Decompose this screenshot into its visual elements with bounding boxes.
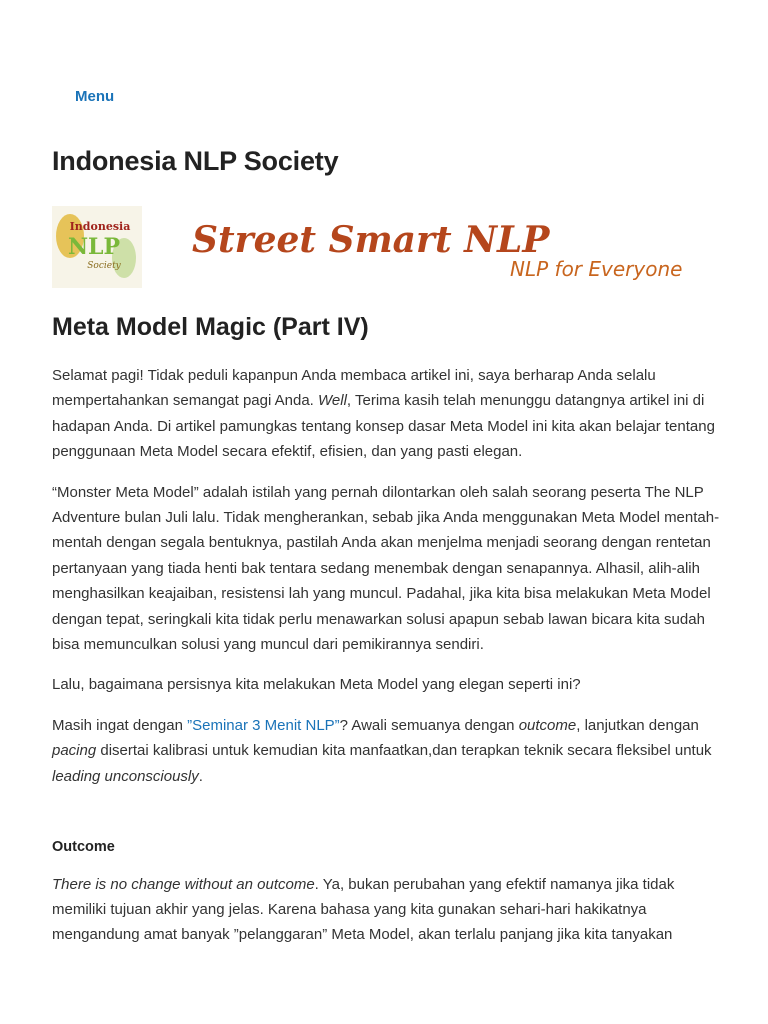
header-banner[interactable] [52,206,716,290]
svg-text:Society: Society [87,261,121,271]
banner-graphic [192,212,716,288]
site-logo [52,206,142,288]
svg-text:NLP: NLP [67,234,121,260]
paragraph-question: Lalu, bagaimana persisnya kita melakukan Meta Model yang elegan seperti ini? [52,676,581,694]
post-title: Meta Model Magic (Part IV) [52,313,369,341]
article-content [52,363,720,963]
paragraph-intro: Selamat pagi! Tidak peduli kapanpun Anda membaca artikel ini, saya berharap Anda selalu mempertahankan semangat pagi Anda. Well, Terima kasih telah menunggu datangnya artikel ini di hadapan Anda. Di artikel pamungkas tentang konsep dasar Meta Model ini kita akan belajar tentang penggunaan Meta Model secara efektif, efisien, dan yang pasti elegan. [52,367,715,461]
svg-text:Street Smart NLP: Street Smart NLP [192,219,550,261]
section-heading-outcome: Outcome [52,839,115,856]
paragraph-monster-meta-model: “Monster Meta Model” adalah istilah yang pernah dilontarkan oleh salah seorang peserta The NLP Adventure bulan Juli lalu. Tidak mengherankan, sebab jika Anda menggunakan Meta Model mentah-mentah dengan segala bentuknya, pastilah Anda akan menjelma menjadi seorang dengan rentetan pertanyaan yang tiada henti bak tentara sedang menembak dengan senapannya. Alhasil, alih-alih menghasilkan keajaiban, resistensi lah yang muncul. Padahal, jika kita bisa melakukan Meta Model dengan tepat, seringkali kita tidak perlu menawarkan solusi apapun sebab lawan bicara kita sudah bisa memunculkan solusi yang muncul dari pemikirannya sendiri. [52,483,720,654]
menu-link[interactable]: Menu [75,88,115,105]
svg-text:NLP for Everyone: NLP for Everyone [510,257,683,281]
seminar-3-menit-nlp-link[interactable]: ”Seminar 3 Menit NLP” [187,716,340,734]
svg-text:Indonesia: Indonesia [69,220,131,233]
paragraph-seminar: Masih ingat dengan ”Seminar 3 Menit NLP”? Awali semuanya dengan outcome, lanjutkan dengan pacing disertai kalibrasi untuk kemudian kita manfaatkan,dan terapkan teknik secara fleksibel untuk leading unconsciously. [52,716,712,785]
site-title[interactable]: Indonesia NLP Society [52,146,339,176]
paragraph-outcome: There is no change without an outcome. Ya, bukan perubahan yang efektif namanya jika tidak memiliki tujuan akhir yang jelas. Karena bahasa yang kita gunakan sehari-hari hakikatnya mengandung amat banyak ”pelanggaran” Meta Model, akan terlalu panjang jika kita tanyakan [52,875,675,944]
